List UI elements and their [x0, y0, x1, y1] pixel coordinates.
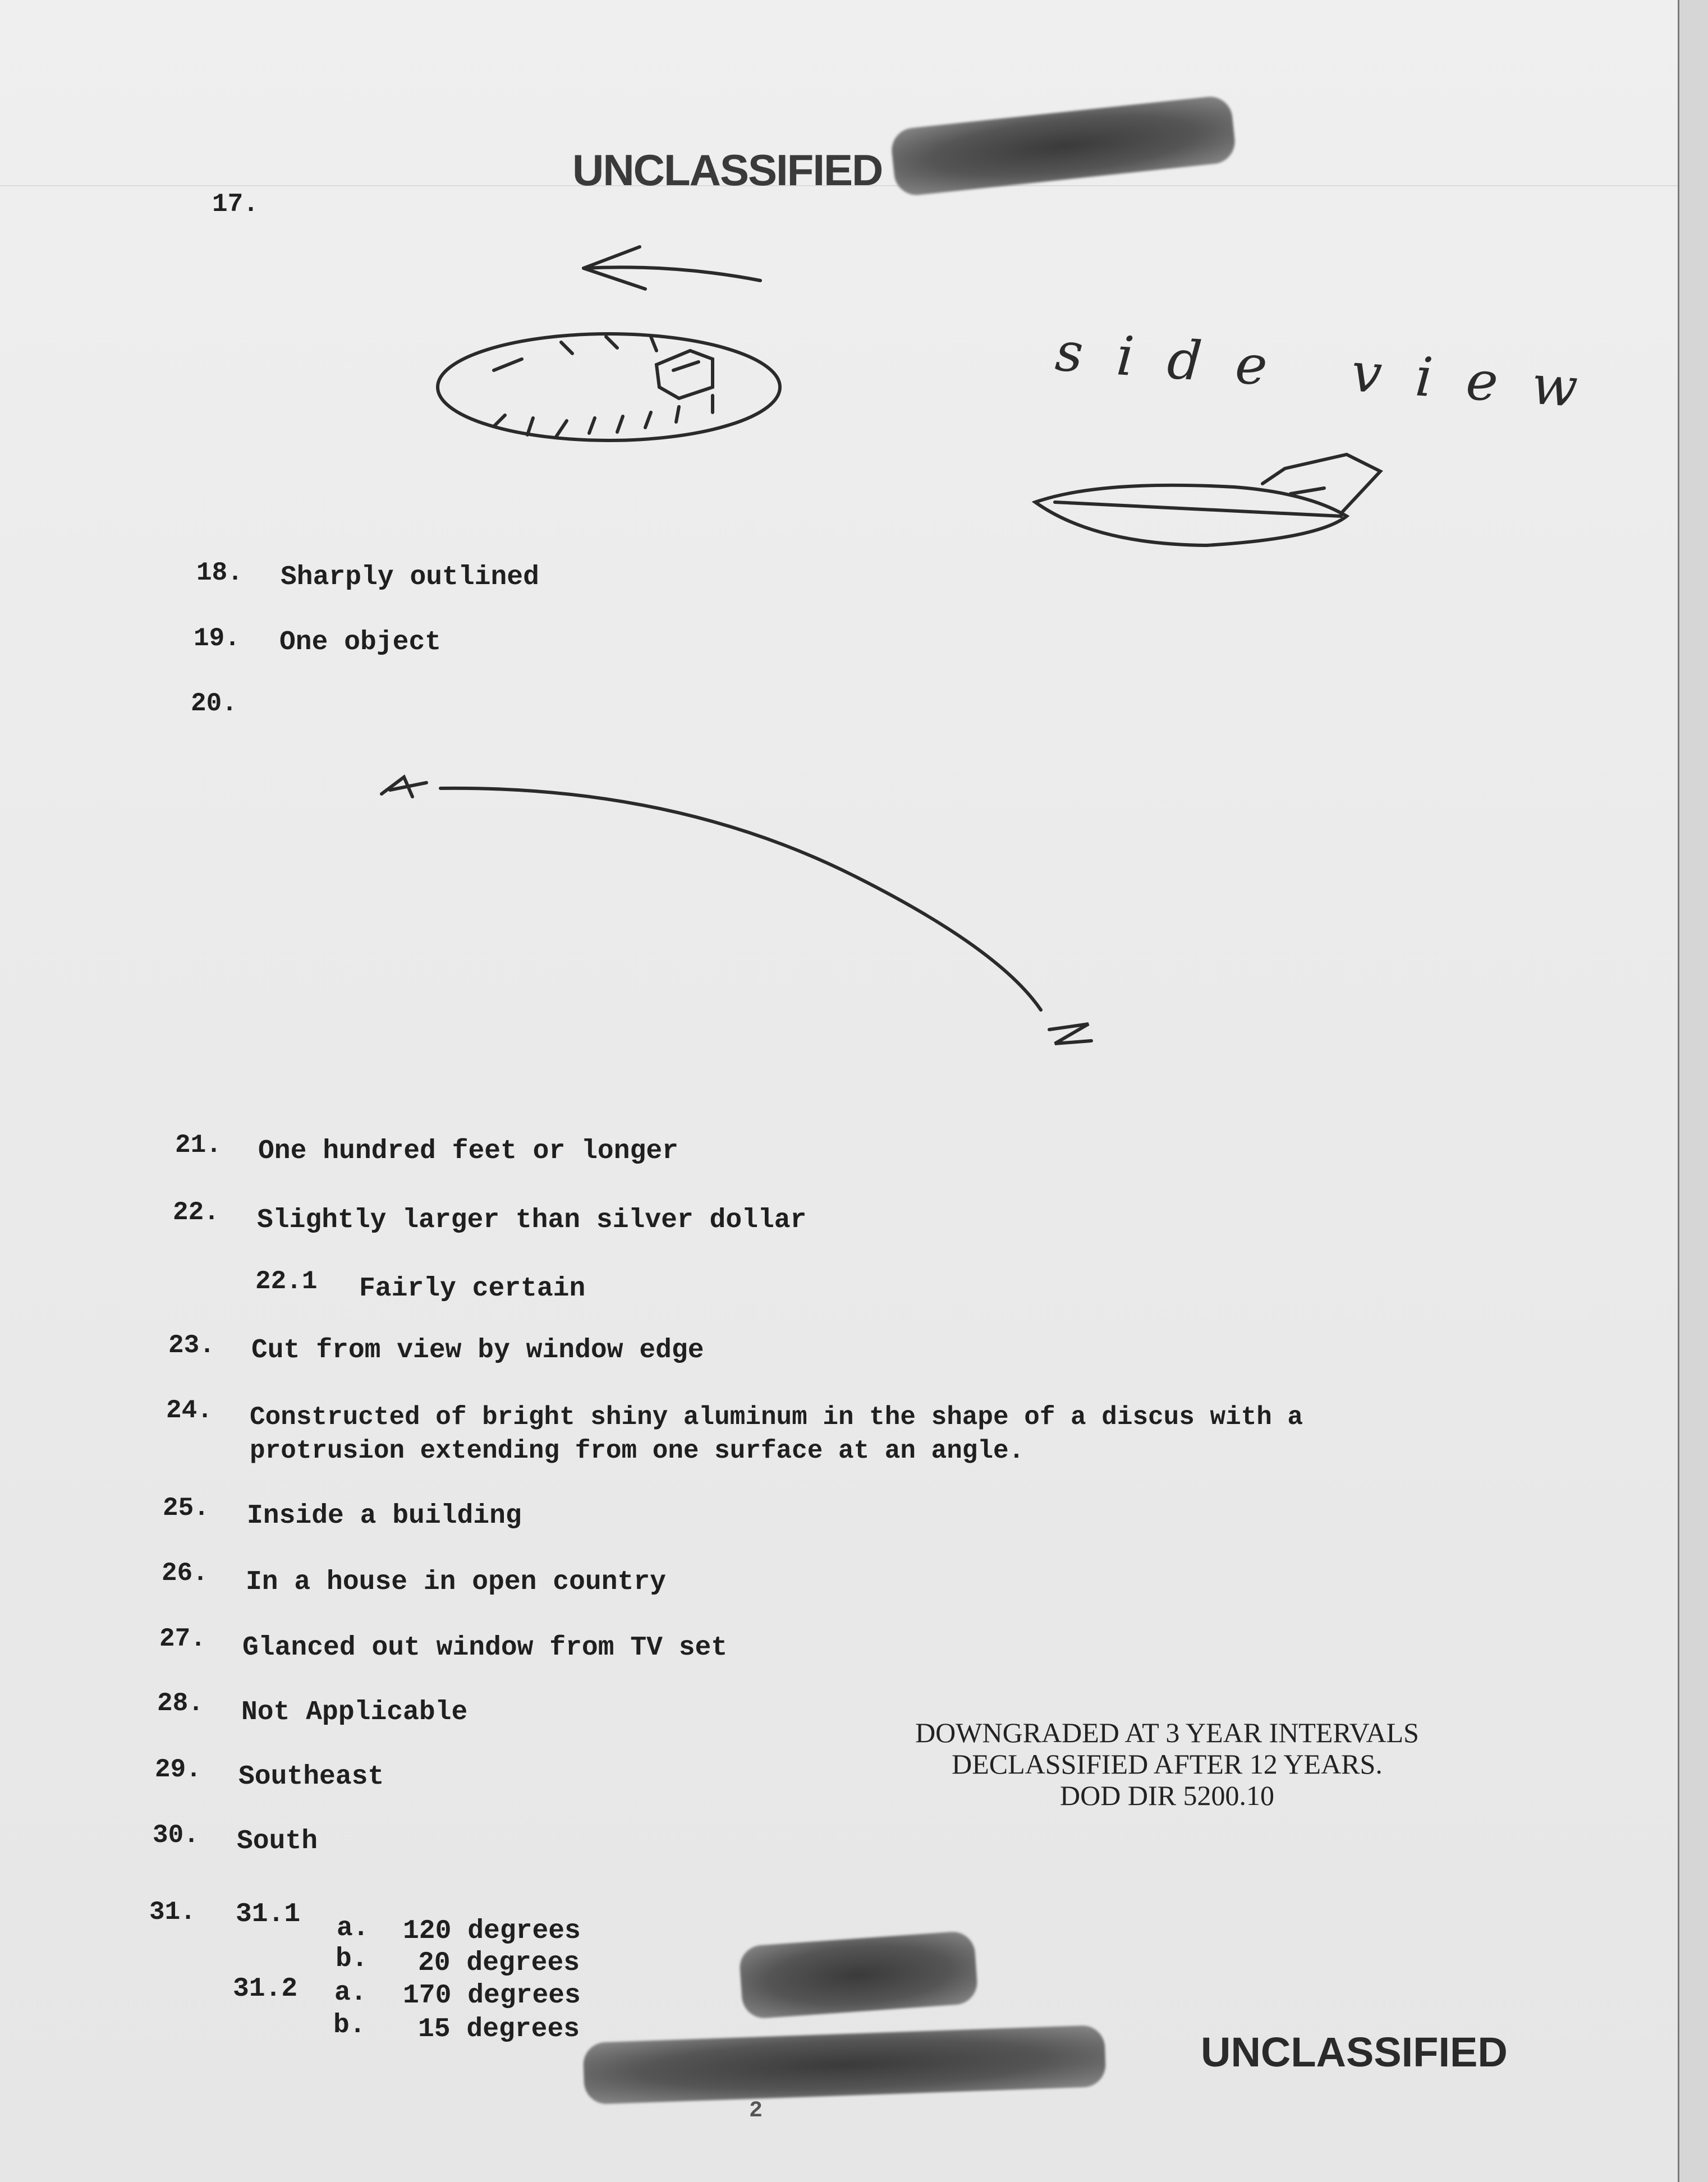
item-21-text: One hundred feet or longer: [258, 1136, 678, 1166]
item-31-2-b-value: 15 degrees: [418, 2014, 580, 2045]
item-31-2-a-label: a.: [334, 1978, 367, 2008]
direction-arrow: [584, 247, 760, 289]
item-18-number: 18.: [196, 558, 243, 587]
item-23-text: Cut from view by window edge: [251, 1335, 704, 1366]
flight-path-arc: [382, 777, 1091, 1044]
item-26-text: In a house in open country: [246, 1567, 666, 1597]
declass-line-3: DOD DIR 5200.10: [1060, 1780, 1274, 1811]
item-26-number: 26.: [162, 1559, 208, 1588]
item-31-2-b-label: b.: [333, 2010, 366, 2041]
item-30-number: 30.: [153, 1821, 199, 1850]
item-20-number: 20.: [191, 689, 237, 718]
item-21-number: 21.: [175, 1131, 222, 1160]
item-31-1-b-label: b.: [336, 1944, 368, 1974]
item-27-text: Glanced out window from TV set: [242, 1633, 728, 1663]
item-29-number: 29.: [155, 1755, 201, 1784]
item-28-number: 28.: [157, 1689, 204, 1718]
side-view-disc: [1035, 454, 1380, 545]
item-31-1-b-value: 20 degrees: [418, 1948, 580, 1978]
item-22-1-number: 22.1: [255, 1267, 318, 1296]
item-31-1-a-label: a.: [337, 1913, 369, 1944]
item-27-number: 27.: [159, 1624, 206, 1653]
item-22-1-text: Fairly certain: [359, 1274, 586, 1304]
item-24-text-continued: protrusion extending from one surface at an angle.: [250, 1436, 1025, 1466]
declass-line-2: DECLASSIFIED AFTER 12 YEARS.: [952, 1748, 1383, 1780]
footer-classification-stamp: UNCLASSIFIED: [1201, 2029, 1508, 2075]
item-25-number: 25.: [163, 1494, 209, 1523]
declassification-stamp: [830, 1717, 1504, 1811]
item-31-1-label: 31.1: [236, 1899, 301, 1930]
item-31-2-a-value: 170 degrees: [403, 1981, 581, 2011]
item-24-text: Constructed of bright shiny aluminum in the shape of a discus with a: [250, 1403, 1303, 1432]
top-view-disc: [438, 334, 780, 440]
item-23-number: 23.: [168, 1331, 215, 1360]
item-22-text: Slightly larger than silver dollar: [257, 1205, 807, 1235]
item-19-number: 19.: [194, 624, 240, 653]
item-19-text: One object: [279, 627, 442, 658]
item-22-number: 22.: [173, 1198, 219, 1227]
item-17-number: 17.: [212, 190, 259, 219]
item-18-text: Sharply outlined: [281, 562, 539, 592]
side-view-label: side view: [1053, 320, 1614, 422]
item-29-text: Southeast: [238, 1762, 384, 1792]
item-31-number: 31.: [149, 1898, 196, 1927]
header-classification-stamp: UNCLASSIFIED: [572, 145, 883, 195]
item-30-text: South: [237, 1826, 318, 1857]
item-28-text: Not Applicable: [241, 1697, 468, 1728]
page-number: 2: [749, 2098, 763, 2124]
item-24-number: 24.: [166, 1396, 213, 1425]
item-31-1-a-value: 120 degrees: [403, 1916, 581, 1946]
item-31-2-label: 31.2: [233, 1974, 298, 2004]
declass-line-1: DOWNGRADED AT 3 YEAR INTERVALS: [915, 1717, 1419, 1748]
item-25-text: Inside a building: [247, 1501, 522, 1531]
